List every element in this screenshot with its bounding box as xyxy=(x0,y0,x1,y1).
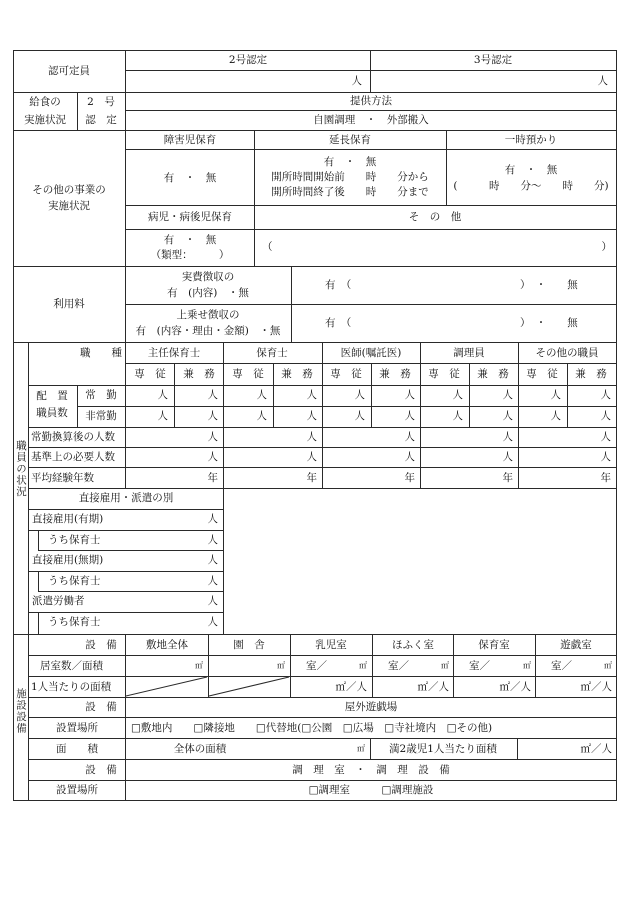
unit-k-0: 人 xyxy=(207,431,218,443)
unit-j-0a: 人 xyxy=(157,389,168,401)
zentai-m2: ㎡ xyxy=(357,744,365,753)
senju-1: 専 従 xyxy=(232,368,264,380)
basho-value: □敷地内 □隣接地 □代替地(□公園 □広場 □寺社境内 □その他) xyxy=(131,722,493,734)
shogaiji-header: 障害児保育 xyxy=(163,134,217,146)
unit-j-3a: 人 xyxy=(452,389,463,401)
koyo-yuki-hoikushi: うち保育士 xyxy=(48,534,101,546)
role-2: 医師(嘱託医) xyxy=(340,347,402,359)
unit-h-2b: 人 xyxy=(404,410,415,422)
unit-k-3: 人 xyxy=(502,431,513,443)
nintei-col2-header: 2号認定 xyxy=(228,54,268,66)
setsubi-label: 設 備 xyxy=(85,639,117,651)
nintei-col3-header: 3号認定 xyxy=(473,54,513,66)
man2-unit: ㎡／人 xyxy=(580,743,612,755)
unit-koyo-6: 人 xyxy=(207,616,218,628)
ichiji-header: 一時預かり xyxy=(504,134,558,146)
jigyo-title-2: 実施状況 xyxy=(48,200,90,212)
unit-h-3b: 人 xyxy=(502,410,513,422)
unit-j-2a: 人 xyxy=(354,389,365,401)
senju-0: 専 従 xyxy=(134,368,166,380)
unit-h-1a: 人 xyxy=(256,410,267,422)
unit-koyo-4: 人 xyxy=(207,575,218,587)
koyo-muki-hoikushi: うち保育士 xyxy=(48,575,101,587)
row-keiken-label: 平均経験年数 xyxy=(31,472,94,484)
riyoryo-title: 利用料 xyxy=(53,298,85,310)
unit-k-2: 人 xyxy=(404,431,415,443)
kyushoku-title-1: 給食の xyxy=(29,96,61,108)
row-kansan-label: 常勤換算後の人数 xyxy=(31,431,115,443)
unit-h-2a: 人 xyxy=(354,410,365,422)
shogaiji-value: 有 ・ 無 xyxy=(163,172,217,184)
row-hitsuyo-label: 基準上の必要人数 xyxy=(31,451,115,463)
heya-m2-4: ㎡ xyxy=(523,661,531,670)
kyushoku-header: 提供方法 xyxy=(350,95,392,107)
setsubi-label-2: 設 備 xyxy=(85,701,117,713)
unit-h-3a: 人 xyxy=(452,410,463,422)
encho-end: 開所時間終了後 時 分まで xyxy=(271,186,429,198)
haken: 派遣労働者 xyxy=(32,595,85,607)
unit-koyo-5: 人 xyxy=(207,595,218,607)
unit-h-1b: 人 xyxy=(306,410,317,422)
unit-h-0b: 人 xyxy=(207,410,218,422)
heya-shitsu-4: 室／ xyxy=(469,660,490,672)
unit-h-4a: 人 xyxy=(550,410,561,422)
chori-header: 調 理 室 ・ 調 理 設 備 xyxy=(292,764,450,776)
unit-koyo-3: 人 xyxy=(207,554,218,566)
encho-start: 開所時間開始前 時 分から xyxy=(271,171,429,183)
hijokin-label: 非常勤 xyxy=(85,410,117,422)
byoji-type: （類型： ） xyxy=(150,249,230,261)
koyo-muki: 直接雇用(無期) xyxy=(32,554,104,566)
role-4: その他の職員 xyxy=(535,347,599,359)
unit-k-1: 人 xyxy=(306,431,317,443)
haichi-2: 職員数 xyxy=(36,407,68,419)
chori-basho-value: □調理室 □調理施設 xyxy=(308,784,434,796)
slash-1 xyxy=(126,677,207,696)
kenmu-3: 兼 務 xyxy=(477,368,509,380)
sonota-header: そ の 他 xyxy=(408,211,462,223)
jigyo-title-1: その他の事業の xyxy=(32,184,106,196)
sonota-paren-close: ） xyxy=(601,241,612,253)
heya-m2-3: ㎡ xyxy=(441,661,449,670)
setsubi-label-3: 設 備 xyxy=(85,764,117,776)
jokin-label: 常 勤 xyxy=(85,389,117,401)
row-heya-label: 居室数／面積 xyxy=(40,660,103,672)
unit-k-4: 人 xyxy=(600,431,611,443)
unit-j-1a: 人 xyxy=(256,389,267,401)
koyo-yuki: 直接雇用(有期) xyxy=(32,513,104,525)
heya-shitsu-3: 室／ xyxy=(388,660,409,672)
per-unit-5: ㎡／人 xyxy=(580,681,612,693)
shokushu-label: 職 種 xyxy=(80,347,122,359)
per-unit-2: ㎡／人 xyxy=(335,681,367,693)
senju-3: 専 従 xyxy=(428,368,460,380)
fac-col-0: 敷地全体 xyxy=(146,639,188,651)
unit-n-3: 人 xyxy=(502,451,513,463)
unit-h-0a: 人 xyxy=(157,410,168,422)
ichiji-time: ( 時 分～ 時 分) xyxy=(453,180,609,192)
chori-basho-label: 設置場所 xyxy=(56,784,98,796)
outdoor-header: 屋外遊戯場 xyxy=(344,701,398,713)
unit-n-4: 人 xyxy=(600,451,611,463)
unit-j-4b: 人 xyxy=(600,389,611,401)
heya-shitsu-2: 室／ xyxy=(306,660,327,672)
heya-shitsu-5: 室／ xyxy=(551,660,572,672)
kyushoku-2go-2: 認 定 xyxy=(85,114,117,126)
uwanose-line1: 上乗せ徴収の xyxy=(176,309,240,321)
role-1: 保育士 xyxy=(256,347,288,359)
unit-j-4a: 人 xyxy=(550,389,561,401)
haken-hoikushi: うち保育士 xyxy=(48,616,101,628)
unit-n-1: 人 xyxy=(306,451,317,463)
nintei-col2-unit: 人 xyxy=(351,75,362,87)
koyo-header: 直接雇用・派遣の別 xyxy=(78,492,174,504)
ichiji-umu: 有 ・ 無 xyxy=(504,164,558,176)
unit-y-0: 年 xyxy=(207,472,218,484)
unit-y-2: 年 xyxy=(404,472,415,484)
senju-2: 専 従 xyxy=(330,368,362,380)
kenmu-2: 兼 務 xyxy=(379,368,411,380)
senju-4: 専 従 xyxy=(526,368,558,380)
slash-2 xyxy=(209,677,289,696)
fac-col-4: 保育室 xyxy=(478,639,510,651)
role-0: 主任保育士 xyxy=(147,347,201,359)
jippi-line2: 有 (内容) ・無 xyxy=(167,287,249,299)
per-unit-3: ㎡／人 xyxy=(417,681,449,693)
unit-y-1: 年 xyxy=(306,472,317,484)
byoji-value: 有 ・ 無 xyxy=(163,234,217,246)
unit-n-0: 人 xyxy=(207,451,218,463)
fac-col-5: 遊戯室 xyxy=(560,639,592,651)
unit-koyo-1: 人 xyxy=(207,513,218,525)
basho-label: 設置場所 xyxy=(56,722,98,734)
unit-j-1b: 人 xyxy=(306,389,317,401)
heya-m2-5: ㎡ xyxy=(604,661,612,670)
fac-col-1: 園 舎 xyxy=(233,639,265,651)
kyushoku-title-2: 実施状況 xyxy=(24,114,66,126)
shokuin-side-title: 職員の状況 xyxy=(15,440,27,498)
unit-y-3: 年 xyxy=(502,472,513,484)
man2-label: 満2歳児1人当たり面積 xyxy=(389,743,497,755)
byoji-header: 病児・病後児保育 xyxy=(148,211,232,223)
kyushoku-value: 自園調理 ・ 外部搬入 xyxy=(313,114,429,126)
jippi-line1: 実費徴収の xyxy=(181,271,235,283)
fac-col-2: 乳児室 xyxy=(315,639,347,651)
unit-j-3b: 人 xyxy=(502,389,513,401)
unit-j-0b: 人 xyxy=(207,389,218,401)
unit-y-4: 年 xyxy=(600,472,611,484)
jippi-nashi: ） ・ 無 xyxy=(520,279,578,291)
uwanose-ari: 有 （ xyxy=(325,317,352,329)
sonota-paren-open: （ xyxy=(262,241,273,253)
haichi-1: 配 置 xyxy=(36,390,68,402)
heya-m2-2: ㎡ xyxy=(359,661,367,670)
heya-m2-0: ㎡ xyxy=(195,661,203,670)
row-per-label: 1人当たりの面積 xyxy=(31,681,112,693)
shisetsu-side-title: 施設設備 xyxy=(15,688,27,734)
nintei-title: 認可定員 xyxy=(48,65,90,77)
encho-umu: 有 ・ 無 xyxy=(323,156,377,168)
uwanose-nashi: ） ・ 無 xyxy=(520,317,578,329)
heya-m2-1: ㎡ xyxy=(277,661,285,670)
per-unit-4: ㎡／人 xyxy=(499,681,531,693)
unit-koyo-2: 人 xyxy=(207,534,218,546)
encho-header: 延長保育 xyxy=(329,134,371,146)
kyushoku-2go-1: 2 号 xyxy=(87,96,115,108)
jippi-ari: 有 （ xyxy=(325,279,352,291)
unit-j-2b: 人 xyxy=(404,389,415,401)
nintei-col3-unit: 人 xyxy=(597,75,608,87)
fac-col-3: ほふく室 xyxy=(392,639,434,651)
kenmu-0: 兼 務 xyxy=(183,368,215,380)
kenmu-4: 兼 務 xyxy=(575,368,607,380)
unit-h-4b: 人 xyxy=(600,410,611,422)
zentai-menseki: 全体の面積 xyxy=(173,743,227,755)
kenmu-1: 兼 務 xyxy=(281,368,313,380)
uwanose-line2: 有 (内容・理由・金額) ・無 xyxy=(135,325,281,337)
role-3: 調理員 xyxy=(453,347,485,359)
menseki-label: 面 積 xyxy=(56,743,98,755)
unit-n-2: 人 xyxy=(404,451,415,463)
